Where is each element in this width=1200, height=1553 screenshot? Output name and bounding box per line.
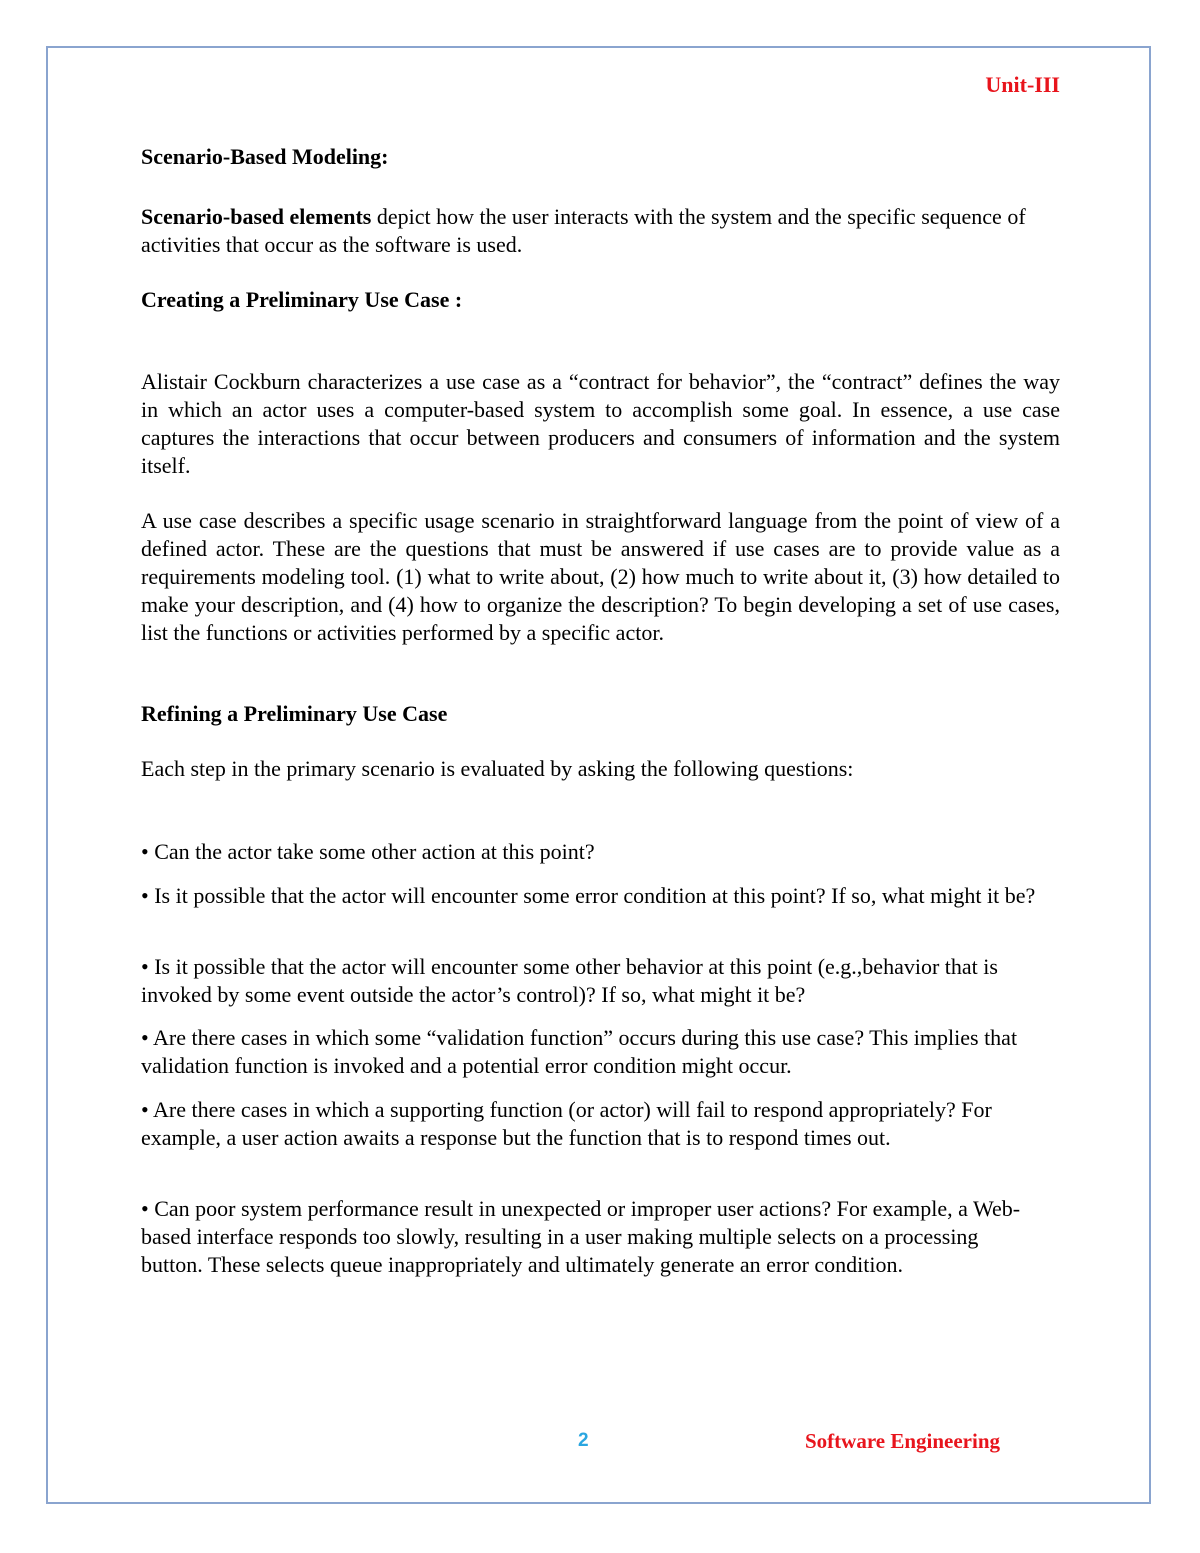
bullet-item: • Are there cases in which a supporting function (or actor) will fail to respond appropriately? For example, a user action awaits a response but the function that is to respond times out. — [141, 1097, 992, 1150]
intro-paragraph — [141, 203, 1066, 259]
unit-header: Unit-III — [985, 72, 1060, 97]
bullet-item: • Can poor system performance result in unexpected or improper user actions? For example, a Web-based interface responds too slowly, resulting in a user making multiple selects on a processing button. These selects queue inappropriately and ultimately generate an error condition. — [141, 1196, 1021, 1277]
intro-text: depict how the user interacts with the system and the specific sequence of activities that occur as the software is used. — [141, 204, 1026, 257]
bullet-item: • Are there cases in which some “validation function” occurs during this use case? This implies that validation function is invoked and a potential error condition might occur. — [141, 1025, 1018, 1078]
bullet-item: • Is it possible that the actor will encounter some error condition at this point? If so, what might it be? — [141, 883, 1036, 908]
section-heading-refining: Refining a Preliminary Use Case — [141, 701, 448, 726]
section-heading-creating: Creating a Preliminary Use Case : — [141, 287, 463, 312]
refining-intro: Each step in the primary scenario is evaluated by asking the following questions: — [141, 756, 854, 781]
paragraph-use-case: A use case describes a specific usage scenario in straightforward language from the point of view of a defined actor. These are the questions that must be answered if use cases are to provide value as a requirements modeling tool. (1) what to write about, (2) how much to write about it, (3) how detailed to make your description, and (4) how to organize the description? To begin developing a set of use cases, list the functions or activities performed by a specific actor. — [141, 508, 1060, 645]
bullet-item: • Can the actor take some other action at this point? — [141, 839, 595, 864]
page-number: 2 — [578, 1430, 589, 1451]
page-title: Scenario-Based Modeling: — [141, 144, 389, 169]
bullet-item: • Is it possible that the actor will encounter some other behavior at this point (e.g.,behavior that is invoked by some event outside the actor’s control)? If so, what might it be? — [141, 954, 998, 1007]
footer-title: Software Engineering — [805, 1429, 1001, 1453]
intro-bold: Scenario-based elements — [141, 204, 372, 229]
paragraph-cockburn: Alistair Cockburn characterizes a use case as a “contract for behavior”, the “contract” defines the way in which an actor uses a computer-based system to accomplish some goal. In essence, a use case captures the interactions that occur between producers and consumers of information and the system itself. — [141, 369, 1060, 478]
